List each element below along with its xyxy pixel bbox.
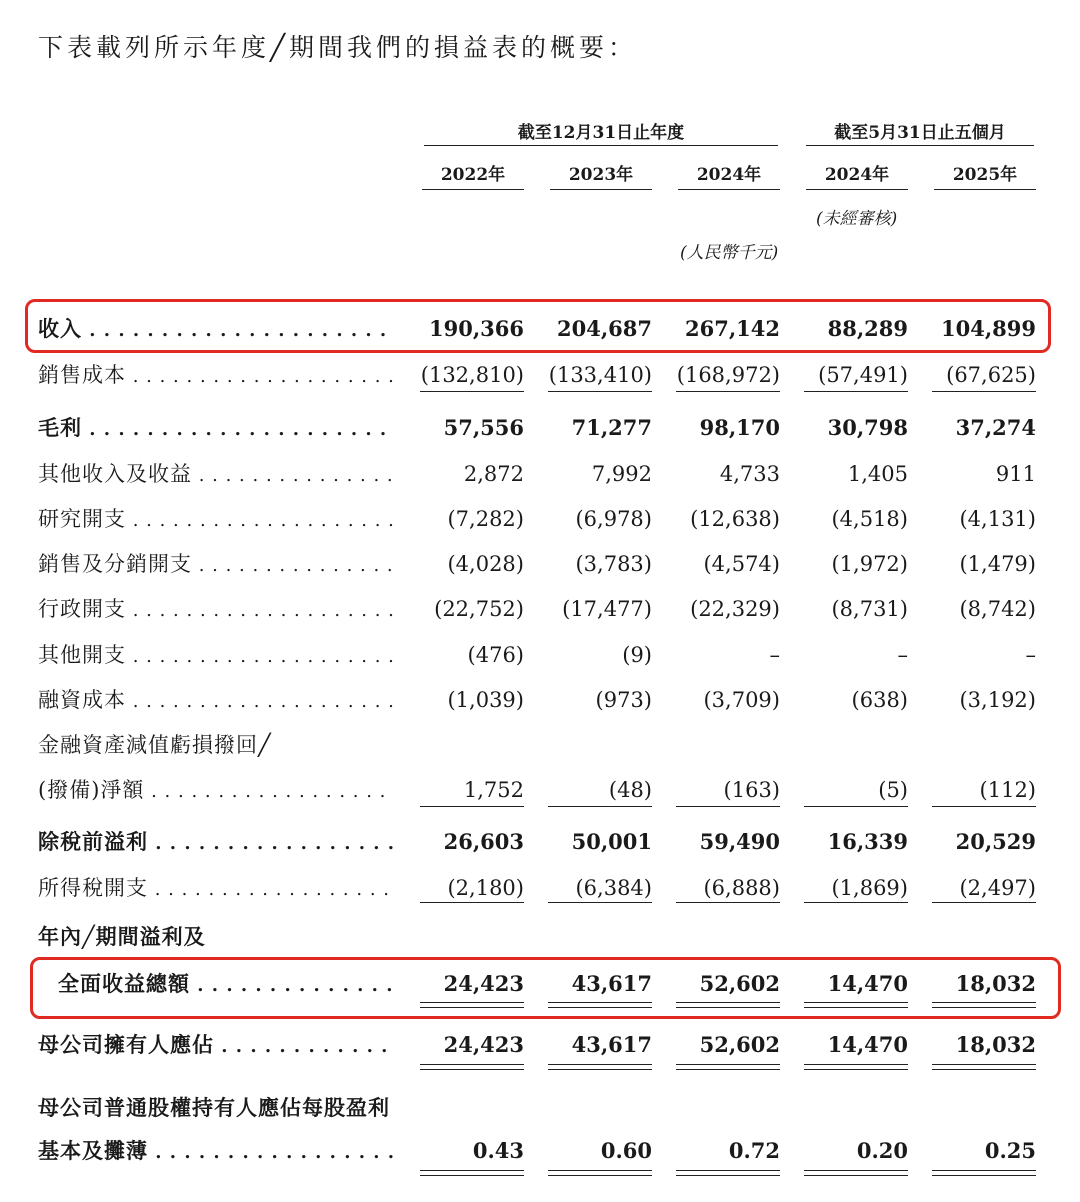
- row-value: 24,423: [443, 971, 524, 996]
- row-value: 0.43: [472, 1138, 524, 1163]
- row-value: 14,470: [827, 971, 908, 996]
- row-value: 0.72: [728, 1138, 780, 1163]
- row-label-text: 基本及攤薄: [38, 1138, 148, 1163]
- row-value: (133,410): [548, 363, 652, 387]
- row-label: [38, 547, 394, 583]
- row-label-text: (撥備)淨額: [38, 778, 145, 802]
- row-value: 88,289: [827, 316, 908, 341]
- total-double-rule: [548, 1064, 652, 1070]
- row-value: 190,366: [429, 316, 524, 341]
- subtotal-rule: [676, 806, 780, 807]
- row-value: (3,709): [703, 688, 780, 712]
- header-group-annual: 截至12月31日止年度: [517, 123, 685, 143]
- header-rule: [550, 189, 652, 190]
- row-value: 267,142: [685, 316, 780, 341]
- table-row: [0, 638, 1080, 672]
- row-value: 4,733: [719, 462, 780, 486]
- row-label: [38, 411, 394, 447]
- table-row: [0, 358, 1080, 392]
- subtotal-rule: [420, 902, 524, 903]
- table-row: [0, 457, 1080, 491]
- row-value: 14,470: [827, 1032, 908, 1057]
- row-label-text: 金融資產減值虧損撥回╱: [38, 733, 272, 757]
- row-value: (476): [467, 643, 524, 667]
- row-label-text: 銷售及分銷開支: [38, 552, 192, 576]
- row-value: (2,497): [959, 876, 1036, 900]
- table-row: [0, 773, 1080, 807]
- row-label-text: 母公司擁有人應佔: [38, 1032, 214, 1057]
- subtotal-rule: [804, 806, 908, 807]
- row-label-text: 融資成本: [38, 688, 126, 712]
- row-value: 204,687: [557, 316, 652, 341]
- row-label: [38, 920, 394, 954]
- row-value: 1,405: [847, 462, 908, 486]
- row-value: (1,479): [959, 552, 1036, 576]
- row-value: 18,032: [955, 971, 1036, 996]
- row-value: 50,001: [571, 829, 652, 854]
- row-value: (973): [595, 688, 652, 712]
- row-value: (22,752): [434, 597, 524, 621]
- row-value: (8,742): [959, 597, 1036, 621]
- row-value: (6,384): [575, 876, 652, 900]
- subtotal-rule: [932, 806, 1036, 807]
- total-double-rule: [804, 1064, 908, 1070]
- total-double-rule: [676, 1064, 780, 1070]
- row-value: 26,603: [443, 829, 524, 854]
- total-double-rule: [420, 1064, 524, 1070]
- highlight-total-comprehensive-income-box: [30, 957, 1061, 1019]
- table-row: [0, 1028, 1080, 1062]
- subtotal-rule: [420, 806, 524, 807]
- table-row: [0, 592, 1080, 626]
- row-label: [38, 683, 394, 719]
- row-value: (112): [979, 778, 1036, 802]
- row-value: 71,277: [571, 415, 652, 440]
- row-value: 43,617: [571, 1032, 652, 1057]
- intro-text: 下表載列所示年度╱期間我們的損益表的概要：: [38, 33, 638, 62]
- header-group-interim-rule: [806, 145, 1034, 146]
- header-rule: [422, 189, 524, 190]
- subtotal-rule: [676, 902, 780, 903]
- row-value: (4,574): [703, 552, 780, 576]
- row-value: (4,028): [447, 552, 524, 576]
- row-label-text: 銷售成本: [38, 363, 126, 387]
- total-double-rule: [676, 1170, 780, 1176]
- row-value: 911: [995, 462, 1036, 486]
- table-row: [0, 411, 1080, 445]
- row-label: [38, 592, 394, 628]
- row-label: [38, 773, 394, 809]
- row-label: [38, 1028, 394, 1064]
- subtotal-rule: [932, 902, 1036, 903]
- row-value: (6,888): [703, 876, 780, 900]
- row-label-text: 毛利: [38, 415, 82, 440]
- subtotal-rule: [548, 806, 652, 807]
- row-value: 43,617: [571, 971, 652, 996]
- row-label-text: 研究開支: [38, 507, 126, 531]
- table-row: [0, 825, 1080, 859]
- row-value: (163): [723, 778, 780, 802]
- subtotal-rule: [548, 391, 652, 392]
- row-value: (9): [622, 643, 652, 667]
- row-label-text: 全面收益總額: [58, 971, 190, 996]
- row-label-text: 除稅前溢利: [38, 829, 148, 854]
- table-row: [0, 683, 1080, 717]
- header-rule: [806, 189, 908, 190]
- row-value: (3,783): [575, 552, 652, 576]
- row-value: (4,131): [959, 507, 1036, 531]
- header-year-2024-interim: 2024年: [824, 165, 890, 185]
- table-row: [0, 502, 1080, 536]
- row-label: [38, 728, 394, 762]
- header-year-2025-interim: 2025年: [952, 165, 1018, 185]
- row-value: (3,192): [959, 688, 1036, 712]
- row-value: (132,810): [420, 363, 524, 387]
- row-label: [38, 358, 394, 394]
- row-value: 7,992: [591, 462, 652, 486]
- row-value: (2,180): [447, 876, 524, 900]
- total-double-rule: [932, 1170, 1036, 1176]
- total-double-rule: [548, 1170, 652, 1176]
- row-value: 104,899: [941, 316, 1036, 341]
- row-value: –: [897, 643, 908, 667]
- row-value: 18,032: [955, 1032, 1036, 1057]
- row-value: (67,625): [946, 363, 1036, 387]
- table-row: [0, 920, 1080, 954]
- row-value: (1,972): [831, 552, 908, 576]
- table-row: [0, 728, 1080, 762]
- subtotal-rule: [548, 902, 652, 903]
- row-label-text: 收入: [38, 316, 82, 341]
- table-row: [0, 547, 1080, 581]
- row-label: [38, 1134, 394, 1170]
- row-value: 37,274: [955, 415, 1036, 440]
- header-year-2024: 2024年: [696, 165, 762, 185]
- row-label: [38, 825, 394, 861]
- table-row: [0, 1134, 1080, 1168]
- row-value: (4,518): [831, 507, 908, 531]
- table-row: [0, 1091, 1080, 1125]
- row-value: 52,602: [699, 1032, 780, 1057]
- row-value: 98,170: [699, 415, 780, 440]
- row-value: 52,602: [699, 971, 780, 996]
- row-label-text: 行政開支: [38, 597, 126, 621]
- row-value: (1,869): [831, 876, 908, 900]
- row-value: (48): [608, 778, 652, 802]
- row-value: 0.60: [600, 1138, 652, 1163]
- row-value: –: [1025, 643, 1036, 667]
- header-rule: [934, 189, 1036, 190]
- row-label-text: 其他開支: [38, 643, 126, 667]
- row-value: 59,490: [699, 829, 780, 854]
- row-value: 57,556: [443, 415, 524, 440]
- row-label: [38, 502, 394, 538]
- row-value: 24,423: [443, 1032, 524, 1057]
- header-group-annual-rule: [424, 145, 778, 146]
- header-year-2022: 2022年: [440, 165, 506, 185]
- unaudited-note: (未經審核): [816, 209, 898, 229]
- row-label-text: 年內╱期間溢利及: [38, 924, 206, 949]
- row-label-text: 母公司普通股權持有人應佔每股盈利: [38, 1095, 390, 1120]
- subtotal-rule: [804, 391, 908, 392]
- subtotal-rule: [804, 902, 908, 903]
- row-value: 30,798: [827, 415, 908, 440]
- row-value: (57,491): [818, 363, 908, 387]
- row-value: –: [769, 643, 780, 667]
- row-value: 1,752: [463, 778, 524, 802]
- currency-note: (人民幣千元): [680, 243, 779, 263]
- total-double-rule: [420, 1170, 524, 1176]
- row-label-text: 所得稅開支: [38, 876, 148, 900]
- row-value: (1,039): [447, 688, 524, 712]
- total-double-rule: [804, 1170, 908, 1176]
- row-value: 20,529: [955, 829, 1036, 854]
- row-label: [38, 871, 394, 907]
- row-label: [38, 457, 394, 493]
- subtotal-rule: [420, 391, 524, 392]
- row-value: (6,978): [575, 507, 652, 531]
- row-label: [38, 638, 394, 674]
- row-value: (638): [851, 688, 908, 712]
- row-value: (22,329): [690, 597, 780, 621]
- row-value: 0.25: [984, 1138, 1036, 1163]
- header-group-interim: 截至5月31日止五個月: [834, 123, 1006, 143]
- row-value: (8,731): [831, 597, 908, 621]
- table-row: [0, 871, 1080, 905]
- subtotal-rule: [676, 391, 780, 392]
- row-label: [38, 1091, 394, 1125]
- subtotal-rule: [932, 391, 1036, 392]
- row-value: (5): [878, 778, 908, 802]
- row-value: 16,339: [827, 829, 908, 854]
- total-double-rule: [932, 1064, 1036, 1070]
- header-year-2023: 2023年: [568, 165, 634, 185]
- row-label-text: 其他收入及收益: [38, 462, 192, 486]
- row-value: 2,872: [463, 462, 524, 486]
- row-value: (17,477): [562, 597, 652, 621]
- row-value: (168,972): [676, 363, 780, 387]
- row-value: (7,282): [447, 507, 524, 531]
- highlight-revenue-box: [25, 299, 1051, 353]
- header-rule: [678, 189, 780, 190]
- row-value: 0.20: [856, 1138, 908, 1163]
- row-value: (12,638): [690, 507, 780, 531]
